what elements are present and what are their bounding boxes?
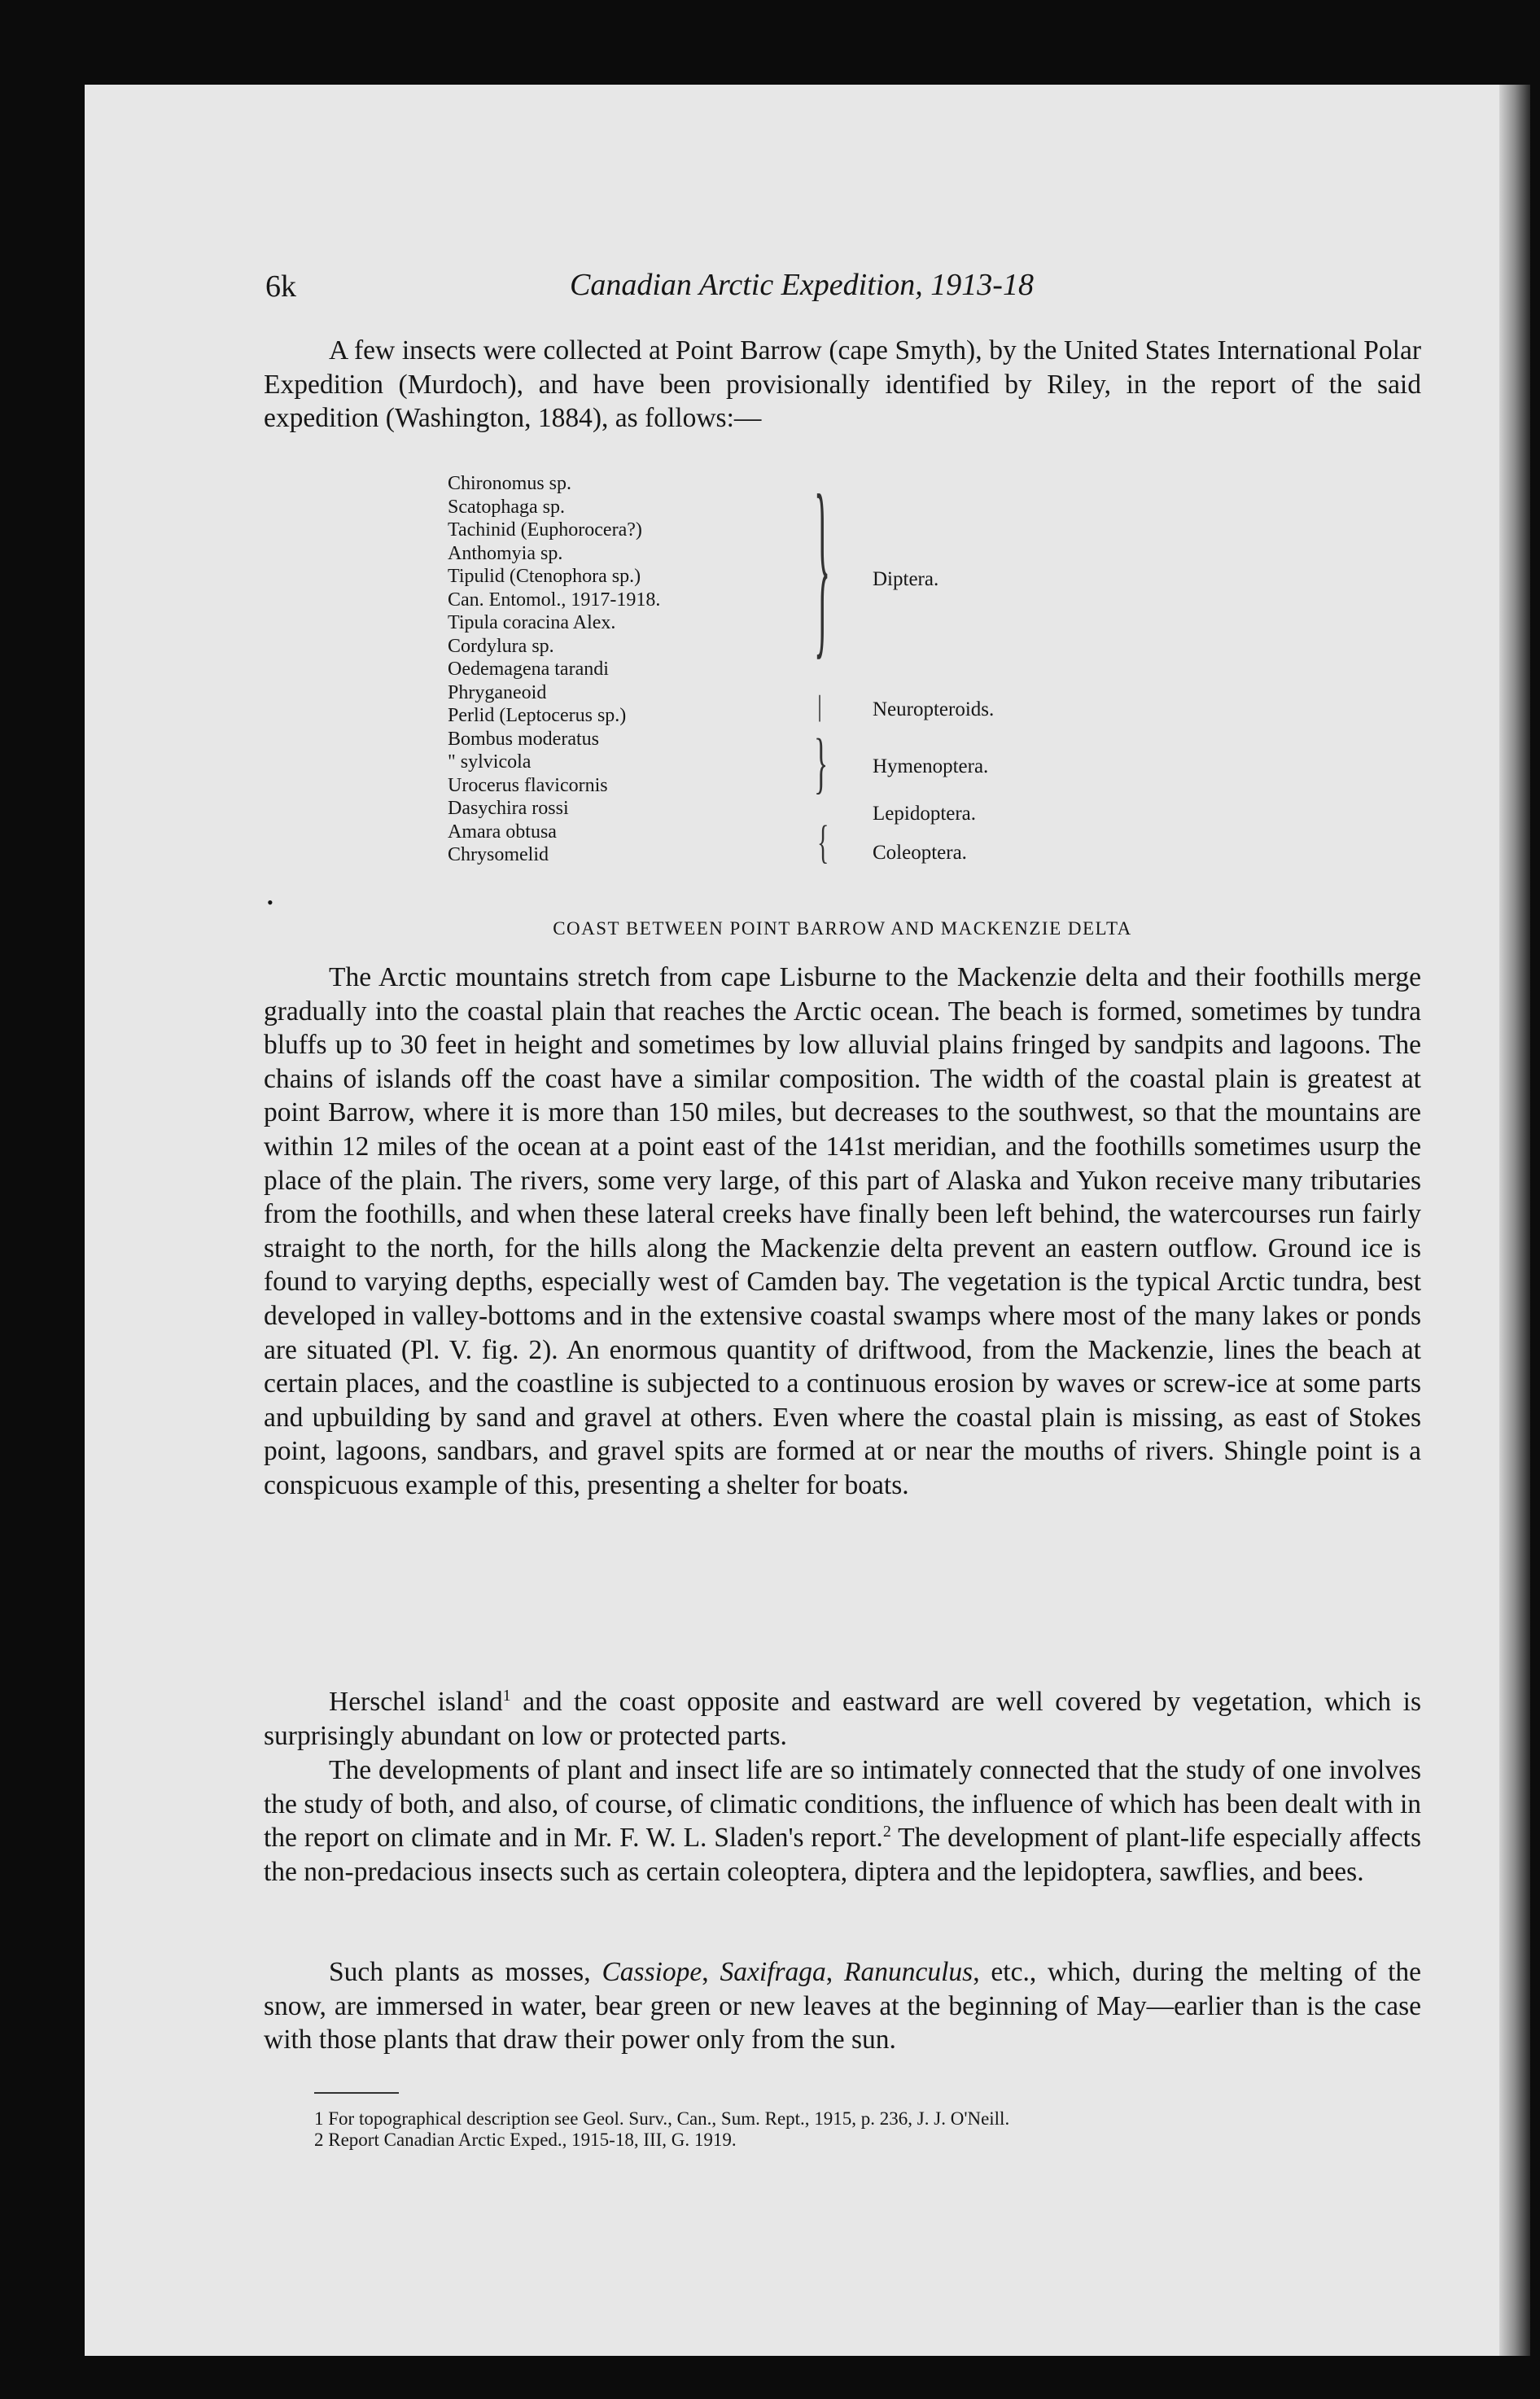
running-title: Canadian Arctic Expedition, 1913-18 — [570, 268, 1034, 302]
paragraph-plants — [264, 1955, 1421, 2057]
footnote-ref-1: 1 — [502, 1686, 511, 1705]
species-list — [448, 458, 871, 867]
text-run: , etc., which, during the melting of the snow, are immersed in water, bear green or new leaves at the beginning of May—earlier than is the case with those plants that draw their power only from the sun. — [264, 1957, 1422, 2055]
text-run: Herschel island — [329, 1687, 503, 1717]
species-entry: Dasychira rossi — [448, 798, 569, 819]
footnotes — [314, 2108, 1421, 2151]
species-entry: Scatophaga sp. — [448, 496, 565, 518]
coleoptera-brace: { — [817, 817, 829, 869]
paragraph-arctic-mountains: The Arctic mountains stretch from cape Lisburne to the Mackenzie delta and their foothills merge gradually into the coastal plain that reaches the Arctic ocean. The beach is formed, sometimes by tundra bluffs up to 30 feet in height and sometimes by low alluvial plains fringed by sandpits and lagoons. The chains of islands off the coast have a similar composition. The width of the coastal plain is greatest at point Barrow, where it is more than 150 miles, but decreases to the southwest, so that the mountains are within 12 miles of the ocean at a point east of the 141st meridian, and the foothills sometimes usurp the place of the plain. The rivers, some very large, of this part of Alaska and Yukon receive many tributaries from the foothills, and when these lateral creeks have finally been left behind, the watercourses run fairly straight to the north, for the hills along the Mackenzie delta prevent an eastern outflow. Ground ice is found to varying depths, especially west of Camden bay. The vegetation is the typical Arctic tundra, best developed in valley-bottoms and in the extensive coastal swamps where most of the many lakes or ponds are situated (Pl. V. fig. 2). An enormous quantity of driftwood, from the Mackenzie, lines the beach at certain places, and the coastline is subjected to a continuous erosion by waves or screw-ice at some parts and upbuilding by sand and gravel at others. Even where the coastal plain is missing, as east of Stokes point, lagoons, sandbars, and gravel spits are formed at or near the mouths of rivers. Shingle point is a conspicuous example of this, presenting a shelter for boats. — [264, 962, 1421, 1500]
species-entry: Phryganeoid — [448, 681, 547, 703]
paragraph-plant-insect-life — [264, 1753, 1421, 1889]
page-header — [179, 262, 1424, 308]
species-entry: Anthomyia sp. — [448, 542, 563, 564]
page-number: 6k — [265, 269, 296, 304]
species-entry: Chrysomelid — [448, 844, 549, 865]
bullet-mark: • — [267, 892, 273, 913]
text-run: and the coast opposite and eastward are well covered by vegetation, which is surprisingly abundant on low or protected parts. — [264, 1687, 1422, 1751]
order-label-neuropteroids: Neuropteroids. — [873, 698, 995, 720]
footnote-1: 1 For topographical description see Geol. Surv., Can., Sum. Rept., 1915, p. 236, J. J. O'Neill. — [314, 2108, 1010, 2129]
text-run: , — [825, 1957, 845, 1987]
text-run: , — [702, 1957, 720, 1987]
paragraph-herschel-island — [264, 1685, 1421, 1753]
order-label-diptera: Diptera. — [873, 568, 939, 590]
species-entry: " sylvicola — [448, 751, 532, 773]
species-entry: Perlid (Leptocerus sp.) — [448, 705, 627, 726]
footnote-rule — [314, 2092, 399, 2094]
species-entry: Urocerus flavicornis — [448, 774, 608, 796]
text-run: The developments of plant and insect life are so intimately connected that the study of one involves the study of both, and also, of course, of climatic conditions, the influence of which has been dealt with in the report on climate and in Mr. F. W. L. Sladen's report. — [264, 1755, 1421, 1854]
order-label-lepidoptera: Lepidoptera. — [873, 803, 977, 825]
species-entry: Cordylura sp. — [448, 635, 554, 657]
genus-ranunculus: Ranunculus — [844, 1957, 973, 1987]
text-run: The development of plant-life especially affects the non-predacious insects such as certain coleoptera, diptera and the lepidoptera, sawflies, and bees. — [264, 1823, 1421, 1887]
order-label-hymenoptera: Hymenoptera. — [873, 755, 989, 777]
species-entry: Bombus moderatus — [448, 728, 599, 750]
hymenoptera-brace: } — [814, 726, 829, 802]
footnote-ref-2: 2 — [882, 1823, 891, 1841]
page-edge-shadow — [1499, 85, 1530, 2356]
genus-cassiope: Cassiope — [602, 1957, 702, 1987]
intro-paragraph: A few insects were collected at Point Barrow (cape Smyth), by the United States International Polar Expedition (Murdoch), and have been provisionally identified by Riley, in the report of the said expedition (Washington, 1884), as follows:— — [264, 335, 1421, 434]
footnote-2: 2 Report Canadian Arctic Exped., 1915-18, III, G. 1919. — [314, 2130, 737, 2150]
species-entry: Tipulid (Ctenophora sp.) — [448, 566, 641, 587]
diptera-brace: } — [814, 458, 831, 680]
order-groups — [814, 458, 1140, 879]
section-heading: COAST BETWEEN POINT BARROW AND MACKENZIE DELTA — [553, 918, 1132, 939]
neuropteroids-brace: | — [817, 689, 823, 723]
species-entry: Tipula coracina Alex. — [448, 612, 616, 633]
species-entry: Oedemagena tarandi — [448, 659, 609, 680]
species-entry: Can. Entomol., 1917-1918. — [448, 589, 661, 611]
text-run: Such plants as mosses, — [329, 1957, 602, 1987]
species-entry: Tachinid (Euphorocera?) — [448, 519, 642, 541]
order-label-coleoptera: Coleoptera. — [873, 842, 967, 864]
species-entry: Amara obtusa — [448, 821, 557, 843]
species-entry: Chironomus sp. — [448, 473, 572, 494]
genus-saxifraga: Saxifraga — [720, 1957, 826, 1987]
